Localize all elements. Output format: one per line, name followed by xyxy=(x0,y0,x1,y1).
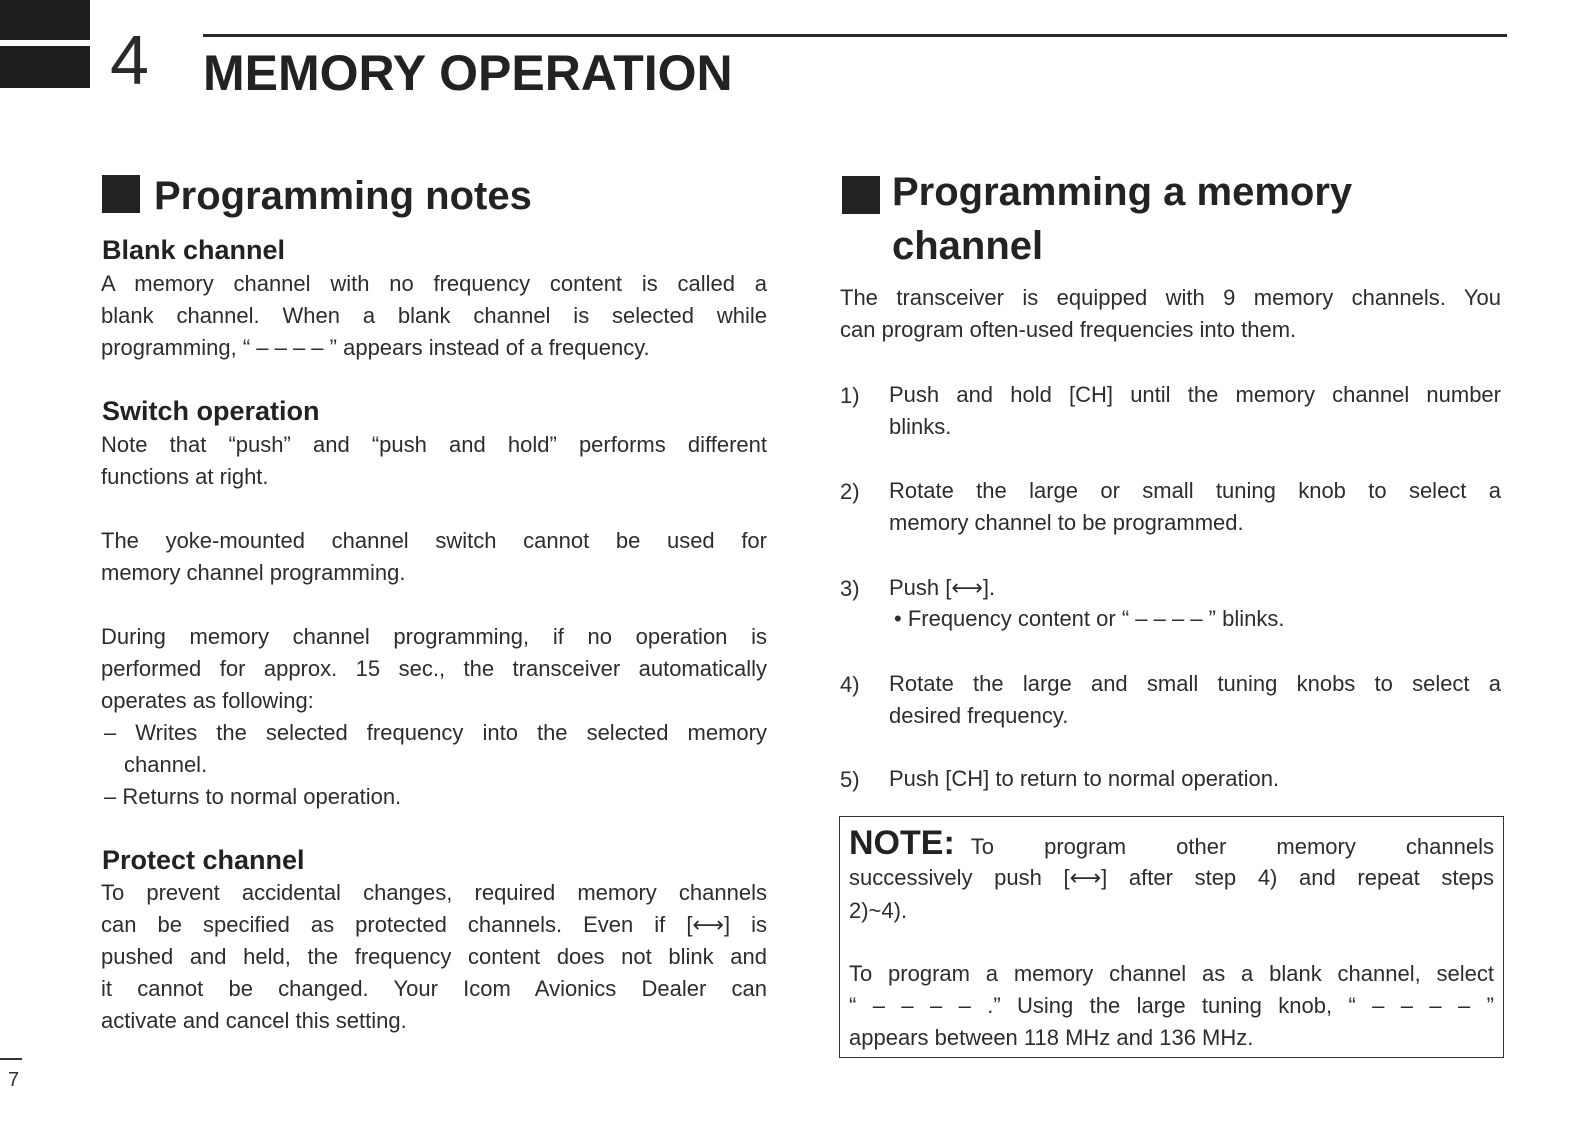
step-text: Push [⟷]. xyxy=(889,575,996,600)
intro-line: can program often-used frequencies into them. xyxy=(840,317,1297,342)
page-number-rule xyxy=(0,1058,22,1060)
section-title-programming-notes: Programming notes xyxy=(102,170,532,222)
text-line: During memory channel programming, if no operation is xyxy=(101,624,767,649)
step-number: 5) xyxy=(840,767,860,792)
text-line: A memory channel with no frequency content is called a xyxy=(101,271,767,296)
chapter-tab-lower xyxy=(0,46,90,88)
text-line: memory channel programming. xyxy=(101,560,406,585)
step-text: memory channel to be programmed. xyxy=(889,510,1244,535)
subheading-protect-channel: Protect channel xyxy=(102,845,305,875)
step-text: Push and hold [CH] until the memory channel number xyxy=(889,382,1501,407)
note-text: “ – – – – .” Using the large tuning knob, “ – – – – ” xyxy=(849,993,1494,1018)
step-text: blinks. xyxy=(889,414,952,439)
text-line: functions at right. xyxy=(101,464,269,489)
subheading-blank-channel: Blank channel xyxy=(102,235,286,265)
text-line: blank channel. When a blank channel is selected while xyxy=(101,303,767,328)
section-square-icon xyxy=(842,176,880,214)
chapter-title: MEMORY OPERATION xyxy=(203,45,733,101)
text-line: activate and cancel this setting. xyxy=(101,1008,407,1033)
text-line: The yoke-mounted channel switch cannot be used for xyxy=(101,528,767,553)
text-line: To prevent accidental changes, required memory channels xyxy=(101,880,767,905)
step-number: 3) xyxy=(840,576,860,601)
text-line: can be specified as protected channels. Even if [⟷] is xyxy=(101,912,767,937)
page-number: 7 xyxy=(8,1069,20,1091)
text-line: Note that “push” and “push and hold” performs different xyxy=(101,432,767,457)
text-line: it cannot be changed. Your Icom Avionics Dealer can xyxy=(101,976,767,1001)
section-square-icon xyxy=(102,175,140,213)
intro-line: The transceiver is equipped with 9 memory channels. You xyxy=(840,285,1501,310)
note-text: successively push [⟷] after step 4) and repeat steps xyxy=(849,865,1494,890)
step-text: Push [CH] to return to normal operation. xyxy=(889,766,1280,791)
step-text: Rotate the large or small tuning knob to select a xyxy=(889,478,1501,503)
step-number: 4) xyxy=(840,672,860,697)
step-bullet: • Frequency content or “ – – – – ” blinks. xyxy=(894,606,1285,631)
note-text: To program other memory channels xyxy=(970,834,1494,859)
note-first-line xyxy=(849,824,1494,864)
note-text: 2)~4). xyxy=(849,898,908,923)
dash-item-continued: channel. xyxy=(124,752,208,777)
dash-item: – Writes the selected frequency into the selected memory xyxy=(104,720,767,745)
note-text: appears between 118 MHz and 136 MHz. xyxy=(849,1025,1254,1050)
section-title-programming-memory: Programming a memory xyxy=(892,170,1353,214)
step-number: 2) xyxy=(840,479,860,504)
chapter-rule xyxy=(203,34,1507,37)
step-text: desired frequency. xyxy=(889,703,1069,728)
chapter-number: 4 xyxy=(110,21,149,99)
chapter-tab-upper xyxy=(0,0,90,40)
note-label: NOTE: xyxy=(849,824,955,862)
text-line: programming, “ – – – – ” appears instead of a frequency. xyxy=(101,335,650,360)
section-title-programming-memory-line2: channel xyxy=(892,224,1044,268)
step-number: 1) xyxy=(840,383,860,408)
text-line: performed for approx. 15 sec., the transceiver automatically xyxy=(101,656,767,681)
note-text: To program a memory channel as a blank channel, select xyxy=(849,961,1494,986)
dash-item: – Returns to normal operation. xyxy=(104,784,402,809)
subheading-switch-operation: Switch operation xyxy=(102,396,320,426)
text-line: pushed and held, the frequency content does not blink and xyxy=(101,944,767,969)
text-line: operates as following: xyxy=(101,688,314,713)
step-text: Rotate the large and small tuning knobs to select a xyxy=(889,671,1501,696)
